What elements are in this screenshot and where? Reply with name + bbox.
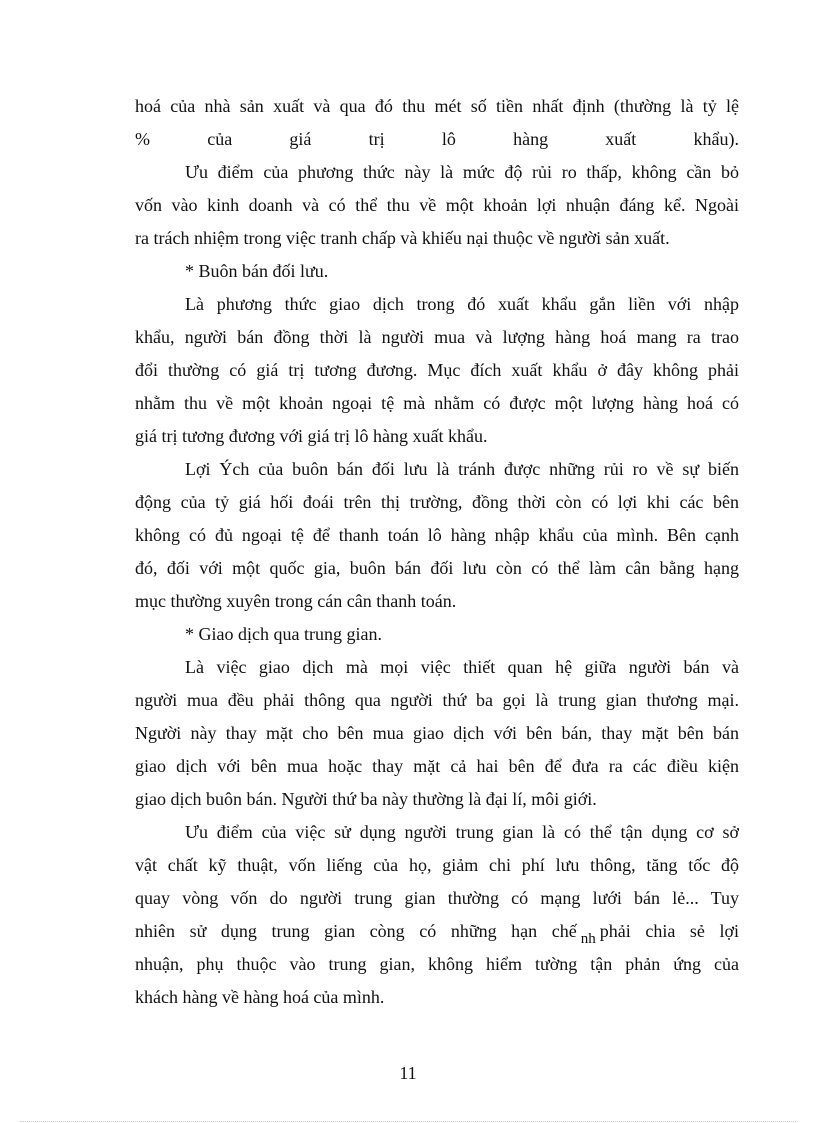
text-line: Người này thay mặt cho bên mua giao dịch với bên bán, thay mặt bên bán [135, 723, 739, 743]
text-line: giao dịch buôn bán. Người thứ ba này thường là đại lí, môi giới. [135, 789, 597, 809]
text-line: % của giá trị lô hàng xuất khẩu). [135, 129, 739, 149]
text-line: giá trị tương đương với giá trị lô hàng xuất khẩu. [135, 426, 488, 446]
text-line-with-subscript [135, 915, 739, 948]
text-line: vật chất kỹ thuật, vốn liếng của họ, giảm chi phí lưu thông, tăng tốc độ [135, 855, 739, 875]
text-line: quay vòng vốn do người trung gian thường có mạng lưới bán lẻ... Tuy [135, 888, 739, 908]
text-line: giao dịch với bên mua hoặc thay mặt cả hai bên để đưa ra các điều kiện [135, 756, 739, 776]
text-line: vốn vào kinh doanh và có thể thu về một khoản lợi nhuận đáng kể. Ngoài [135, 195, 739, 215]
body-text [135, 90, 739, 1014]
text-line: nhuận, phụ thuộc vào trung gian, không hiểm tường tận phản ứng của [135, 954, 739, 974]
text-line: Là phương thức giao dịch trong đó xuất khẩu gắn liền với nhập [185, 294, 739, 314]
text-line: đó, đối với một quốc gia, buôn bán đối lưu còn có thể làm cân bằng hạng [135, 558, 739, 578]
text-line: ra trách nhiệm trong việc tranh chấp và khiếu nại thuộc về người sản xuất. [135, 228, 670, 248]
text-line: đổi thường có giá trị tương đương. Mục đích xuất khẩu ở đây không phải [135, 360, 739, 380]
page-number: 11 [399, 1063, 417, 1083]
text-line: Ưu điểm của việc sử dụng người trung gian là có thể tận dụng cơ sở [185, 822, 739, 842]
text-line: khách hàng về hàng hoá của mình. [135, 987, 385, 1007]
section-heading: * Buôn bán đối lưu. [185, 261, 329, 281]
text-line: Lợi Ých của buôn bán đối lưu là tránh được những rủi ro về sự biến [185, 459, 739, 479]
text-line: hoá của nhà sản xuất và qua đó thu mét số tiền nhất định (thường là tỷ lệ [135, 96, 739, 116]
text-line: nhằm thu về một khoản ngoại tệ mà nhằm có được một lượng hàng hoá có [135, 393, 739, 413]
subscript-text: nh [580, 931, 596, 947]
text-line: không có đủ ngoại tệ để thanh toán lô hàng nhập khẩu của mình. Bên cạnh [135, 525, 739, 545]
text-line: mục thường xuyên trong cán cân thanh toán. [135, 591, 457, 611]
section-heading: * Giao dịch qua trung gian. [185, 624, 382, 644]
text-segment: nhiên sử dụng trung gian còng có những hạn chế [135, 921, 577, 941]
text-line: Ưu điểm của phương thức này là mức độ rủi ro thấp, không cần bỏ [185, 162, 739, 182]
text-line: Là việc giao dịch mà mọi việc thiết quan hệ giữa người bán và [185, 657, 739, 677]
text-line: người mua đều phải thông qua người thứ ba gọi là trung gian thương mại. [135, 690, 739, 710]
text-line: khẩu, người bán đồng thời là người mua và lượng hàng hoá mang ra trao [135, 327, 739, 347]
page-bottom-divider [20, 1121, 796, 1122]
text-line: động của tỷ giá hối đoái trên thị trường, đồng thời còn có lợi khi các bên [135, 492, 739, 512]
text-segment: phải chia sẻ lợi [599, 921, 739, 941]
